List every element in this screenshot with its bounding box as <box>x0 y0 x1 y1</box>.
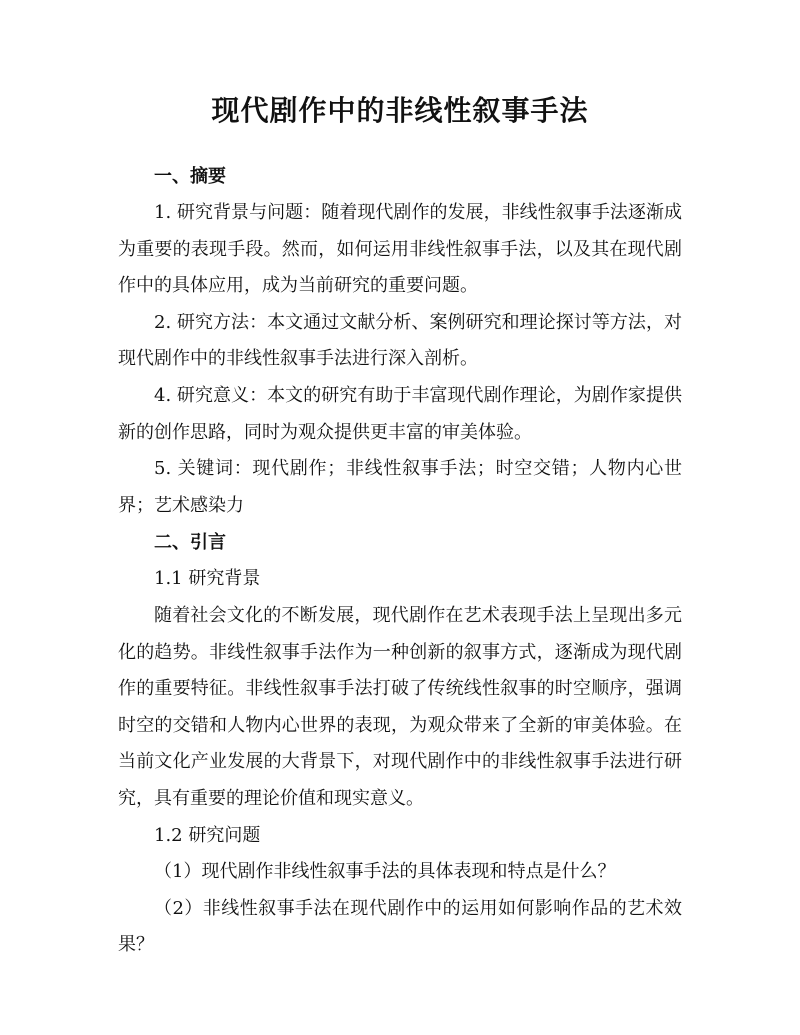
research-question-1: （1）现代剧作非线性叙事手法的具体表现和特点是什么？ <box>154 861 616 883</box>
subsection-heading-background: 1.1 研究背景 <box>154 568 261 590</box>
background-paragraph: 随着社会文化的不断发展，现代剧作在艺术表现手法上呈现出多元化的趋势。非线性叙事手法作为一种创新的叙事方式，逐渐成为现代剧作的重要特征。非线性叙事手法打破了传统线性叙事的时空顺序，强调时空的交错和人物内心世界的表现，为观众带来了全新的审美体验。在当前文化产业发展的大背景下，对现代剧作中的非线性叙事手法进行研究，具有重要的理论价值和现实意义。 <box>118 604 682 809</box>
abstract-item-keywords: 5. 关键词：现代剧作；非线性叙事手法；时空交错；人物内心世界；艺术感染力 <box>118 458 682 516</box>
research-question-2: （2）非线性叙事手法在现代剧作中的运用如何影响作品的艺术效果？ <box>118 897 682 956</box>
abstract-item-method: 2. 研究方法：本文通过文献分析、案例研究和理论探讨等方法，对现代剧作中的非线性叙事手法进行深入剖析。 <box>118 311 682 370</box>
section-heading-abstract: 一、摘要 <box>154 166 226 187</box>
abstract-item-significance: 4. 研究意义：本文的研究有助于丰富现代剧作理论，为剧作家提供新的创作思路，同时为观众提供更丰富的审美体验。 <box>118 384 682 443</box>
document-title: 现代剧作中的非线性叙事手法 <box>211 94 589 127</box>
abstract-item-background: 1. 研究背景与问题：随着现代剧作的发展，非线性叙事手法逐渐成为重要的表现手段。然而，如何运用非线性叙事手法，以及其在现代剧作中的具体应用，成为当前研究的重要问题。 <box>118 202 682 297</box>
section-heading-introduction: 二、引言 <box>154 532 226 554</box>
subsection-heading-questions: 1.2 研究问题 <box>154 824 261 846</box>
